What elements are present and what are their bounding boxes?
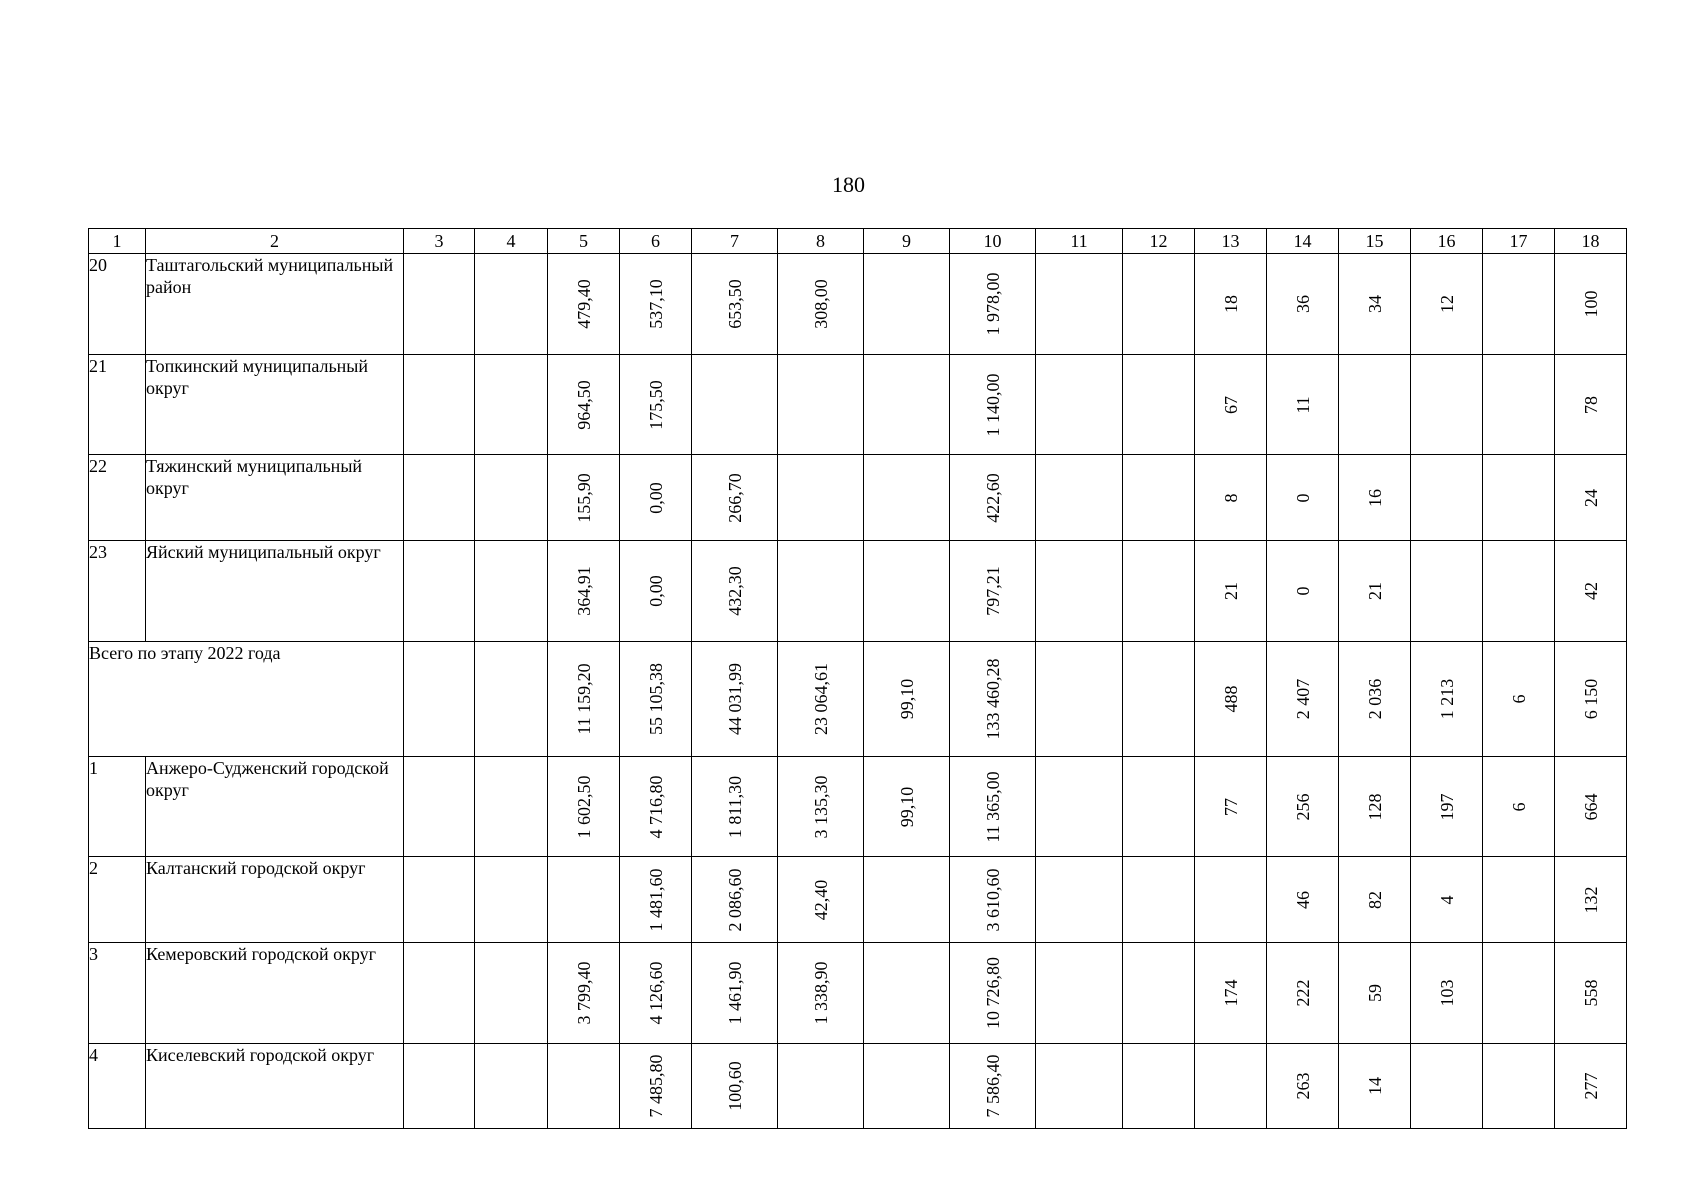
value-cell <box>404 254 475 355</box>
value-cell: 197 <box>1411 757 1483 857</box>
value-cell: 0 <box>1267 455 1339 541</box>
value-cell <box>404 757 475 857</box>
value-cell <box>1195 857 1267 943</box>
value-cell: 8 <box>1195 455 1267 541</box>
row-number: 22 <box>89 455 146 541</box>
header-row <box>89 229 1627 254</box>
value-cell <box>475 541 548 642</box>
value-cell: 100 <box>1555 254 1627 355</box>
total-value-cell: 11 159,20 <box>548 642 620 757</box>
value-cell <box>778 355 864 455</box>
header-cell: 15 <box>1339 229 1411 254</box>
value-cell: 34 <box>1339 254 1411 355</box>
value-cell: 7 485,80 <box>620 1044 692 1129</box>
row-number: 4 <box>89 1044 146 1129</box>
value-cell <box>1123 943 1195 1044</box>
municipality-name: Таштагольский муниципальный район <box>146 254 404 355</box>
value-cell: 2 086,60 <box>692 857 778 943</box>
value-cell <box>1036 857 1123 943</box>
municipality-name: Кемеровский городской округ <box>146 943 404 1044</box>
value-cell: 174 <box>1195 943 1267 1044</box>
value-cell <box>1195 1044 1267 1129</box>
value-cell: 797,21 <box>950 541 1036 642</box>
total-value-cell <box>1123 642 1195 757</box>
municipality-name: Топкинский муниципальный округ <box>146 355 404 455</box>
value-cell: 1 140,00 <box>950 355 1036 455</box>
value-cell: 82 <box>1339 857 1411 943</box>
value-cell <box>1339 355 1411 455</box>
header-cell: 11 <box>1036 229 1123 254</box>
header-cell: 8 <box>778 229 864 254</box>
value-cell: 364,91 <box>548 541 620 642</box>
value-cell: 1 811,30 <box>692 757 778 857</box>
page-number: 180 <box>832 172 865 197</box>
value-cell: 100,60 <box>692 1044 778 1129</box>
value-cell <box>864 355 950 455</box>
value-cell: 103 <box>1411 943 1483 1044</box>
value-cell <box>404 455 475 541</box>
value-cell: 1 978,00 <box>950 254 1036 355</box>
value-cell: 1 602,50 <box>548 757 620 857</box>
value-cell: 77 <box>1195 757 1267 857</box>
total-row <box>89 642 1627 757</box>
total-value-cell: 99,10 <box>864 642 950 757</box>
value-cell: 1 461,90 <box>692 943 778 1044</box>
value-cell: 14 <box>1339 1044 1411 1129</box>
municipality-name: Анжеро-Судженский городской округ <box>146 757 404 857</box>
value-cell <box>475 254 548 355</box>
value-cell: 10 726,80 <box>950 943 1036 1044</box>
header-cell: 18 <box>1555 229 1627 254</box>
value-cell <box>475 1044 548 1129</box>
value-cell <box>1036 455 1123 541</box>
value-cell: 46 <box>1267 857 1339 943</box>
value-cell: 11 365,00 <box>950 757 1036 857</box>
municipality-name: Киселевский городской округ <box>146 1044 404 1129</box>
value-cell <box>864 943 950 1044</box>
value-cell <box>1411 355 1483 455</box>
value-cell <box>1036 355 1123 455</box>
value-cell <box>1483 857 1555 943</box>
value-cell <box>475 857 548 943</box>
value-cell: 3 135,30 <box>778 757 864 857</box>
header-cell: 5 <box>548 229 620 254</box>
value-cell <box>475 455 548 541</box>
value-cell <box>1483 943 1555 1044</box>
row-number: 20 <box>89 254 146 355</box>
value-cell: 277 <box>1555 1044 1627 1129</box>
value-cell: 422,60 <box>950 455 1036 541</box>
header-cell: 2 <box>146 229 404 254</box>
value-cell <box>778 1044 864 1129</box>
value-cell: 67 <box>1195 355 1267 455</box>
header-cell: 9 <box>864 229 950 254</box>
municipality-name: Калтанский городской округ <box>146 857 404 943</box>
value-cell: 36 <box>1267 254 1339 355</box>
total-value-cell: 133 460,28 <box>950 642 1036 757</box>
table-row <box>89 943 1627 1044</box>
header-cell: 1 <box>89 229 146 254</box>
total-value-cell <box>475 642 548 757</box>
table-row <box>89 355 1627 455</box>
value-cell: 11 <box>1267 355 1339 455</box>
value-cell <box>1483 455 1555 541</box>
header-cell: 12 <box>1123 229 1195 254</box>
table-row <box>89 757 1627 857</box>
value-cell: 24 <box>1555 455 1627 541</box>
value-cell: 42 <box>1555 541 1627 642</box>
total-value-cell: 55 105,38 <box>620 642 692 757</box>
value-cell <box>1123 455 1195 541</box>
header-cell: 4 <box>475 229 548 254</box>
value-cell <box>692 355 778 455</box>
value-cell <box>1036 943 1123 1044</box>
header-cell: 17 <box>1483 229 1555 254</box>
value-cell: 132 <box>1555 857 1627 943</box>
row-number: 1 <box>89 757 146 857</box>
value-cell: 78 <box>1555 355 1627 455</box>
value-cell <box>1483 1044 1555 1129</box>
value-cell <box>778 455 864 541</box>
value-cell <box>1123 1044 1195 1129</box>
value-cell: 653,50 <box>692 254 778 355</box>
value-cell <box>404 541 475 642</box>
header-cell: 7 <box>692 229 778 254</box>
value-cell: 664 <box>1555 757 1627 857</box>
value-cell <box>1123 757 1195 857</box>
total-label: Всего по этапу 2022 года <box>89 642 404 757</box>
total-value-cell: 2 036 <box>1339 642 1411 757</box>
value-cell: 6 <box>1483 757 1555 857</box>
value-cell: 0 <box>1267 541 1339 642</box>
value-cell <box>1483 254 1555 355</box>
value-cell: 0,00 <box>620 541 692 642</box>
table-row <box>89 1044 1627 1129</box>
total-value-cell <box>1036 642 1123 757</box>
value-cell <box>864 455 950 541</box>
value-cell <box>1036 757 1123 857</box>
value-cell <box>548 1044 620 1129</box>
value-cell <box>1411 1044 1483 1129</box>
value-cell: 432,30 <box>692 541 778 642</box>
value-cell <box>1123 254 1195 355</box>
value-cell <box>864 1044 950 1129</box>
value-cell <box>1483 541 1555 642</box>
row-number: 2 <box>89 857 146 943</box>
data-table <box>88 228 1627 1129</box>
header-cell: 16 <box>1411 229 1483 254</box>
value-cell: 4 126,60 <box>620 943 692 1044</box>
row-number: 23 <box>89 541 146 642</box>
value-cell: 1 338,90 <box>778 943 864 1044</box>
value-cell: 256 <box>1267 757 1339 857</box>
total-value-cell <box>404 642 475 757</box>
value-cell <box>475 355 548 455</box>
value-cell <box>1123 355 1195 455</box>
header-cell: 10 <box>950 229 1036 254</box>
value-cell: 0,00 <box>620 455 692 541</box>
table-row <box>89 455 1627 541</box>
row-number: 21 <box>89 355 146 455</box>
value-cell: 1 481,60 <box>620 857 692 943</box>
value-cell <box>1123 857 1195 943</box>
value-cell: 266,70 <box>692 455 778 541</box>
value-cell: 7 586,40 <box>950 1044 1036 1129</box>
value-cell: 964,50 <box>548 355 620 455</box>
value-cell: 42,40 <box>778 857 864 943</box>
value-cell: 3 799,40 <box>548 943 620 1044</box>
value-cell <box>404 355 475 455</box>
value-cell <box>475 943 548 1044</box>
value-cell: 3 610,60 <box>950 857 1036 943</box>
table-row <box>89 254 1627 355</box>
value-cell <box>1411 455 1483 541</box>
value-cell <box>864 541 950 642</box>
value-cell <box>1036 254 1123 355</box>
header-cell: 13 <box>1195 229 1267 254</box>
header-cell: 3 <box>404 229 475 254</box>
value-cell <box>1123 541 1195 642</box>
value-cell <box>778 541 864 642</box>
value-cell: 4 716,80 <box>620 757 692 857</box>
value-cell <box>404 857 475 943</box>
value-cell <box>1483 355 1555 455</box>
value-cell: 479,40 <box>548 254 620 355</box>
value-cell <box>1036 541 1123 642</box>
table-row <box>89 541 1627 642</box>
value-cell: 558 <box>1555 943 1627 1044</box>
total-value-cell: 23 064,61 <box>778 642 864 757</box>
value-cell: 4 <box>1411 857 1483 943</box>
value-cell: 155,90 <box>548 455 620 541</box>
total-value-cell: 1 213 <box>1411 642 1483 757</box>
value-cell: 59 <box>1339 943 1411 1044</box>
value-cell: 99,10 <box>864 757 950 857</box>
value-cell <box>404 943 475 1044</box>
municipality-name: Яйский муниципальный округ <box>146 541 404 642</box>
table-row <box>89 857 1627 943</box>
total-value-cell: 6 150 <box>1555 642 1627 757</box>
value-cell: 21 <box>1195 541 1267 642</box>
value-cell <box>548 857 620 943</box>
total-value-cell: 2 407 <box>1267 642 1339 757</box>
value-cell: 21 <box>1339 541 1411 642</box>
value-cell: 263 <box>1267 1044 1339 1129</box>
value-cell: 308,00 <box>778 254 864 355</box>
value-cell <box>864 254 950 355</box>
value-cell: 222 <box>1267 943 1339 1044</box>
row-number: 3 <box>89 943 146 1044</box>
total-value-cell: 44 031,99 <box>692 642 778 757</box>
value-cell <box>1036 1044 1123 1129</box>
header-cell: 6 <box>620 229 692 254</box>
total-value-cell: 6 <box>1483 642 1555 757</box>
value-cell: 128 <box>1339 757 1411 857</box>
header-cell: 14 <box>1267 229 1339 254</box>
value-cell <box>1411 541 1483 642</box>
value-cell: 18 <box>1195 254 1267 355</box>
municipality-name: Тяжинский муниципальный округ <box>146 455 404 541</box>
value-cell: 12 <box>1411 254 1483 355</box>
value-cell <box>475 757 548 857</box>
value-cell: 16 <box>1339 455 1411 541</box>
value-cell: 537,10 <box>620 254 692 355</box>
total-value-cell: 488 <box>1195 642 1267 757</box>
value-cell: 175,50 <box>620 355 692 455</box>
value-cell <box>404 1044 475 1129</box>
value-cell <box>864 857 950 943</box>
